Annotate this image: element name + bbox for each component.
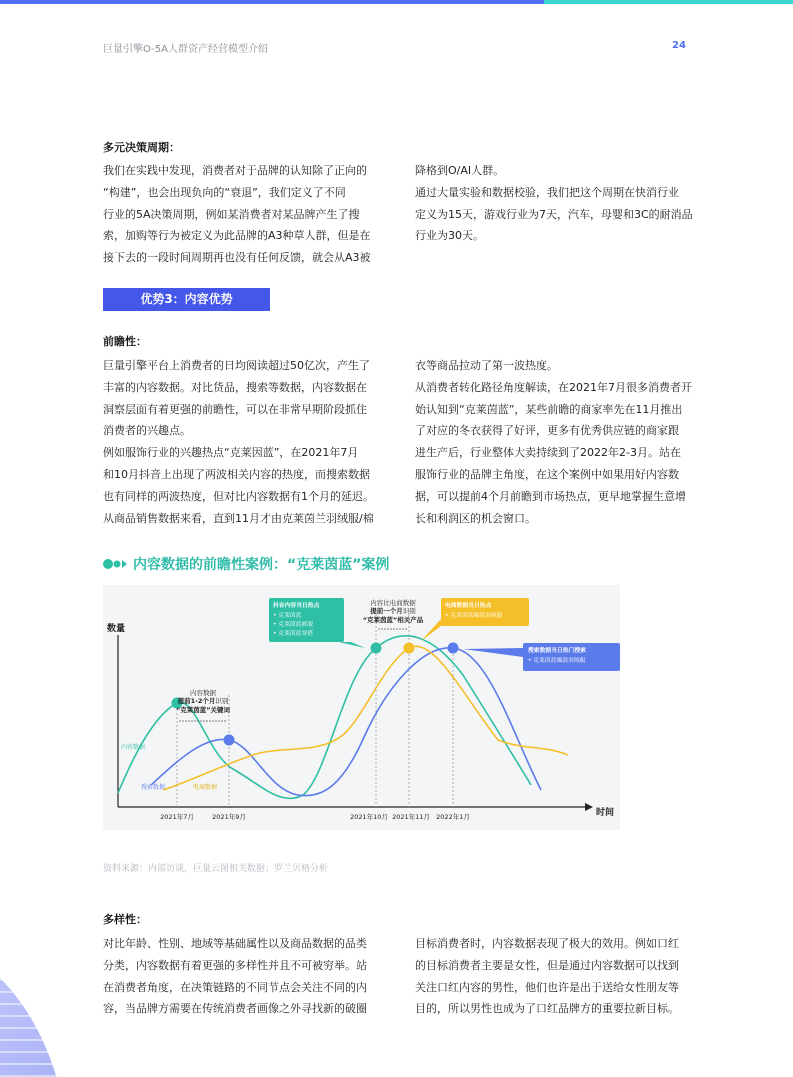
series-line-ecommerce <box>163 646 568 790</box>
x-tick-label: 2021年7月 <box>160 813 194 821</box>
x-tick-label: 2021年11月 <box>392 813 430 821</box>
chart-title-row <box>103 554 389 574</box>
advantage-banner: 优势3：内容优势 <box>103 288 270 311</box>
chart-panel <box>103 585 620 830</box>
series-line-content <box>118 636 531 799</box>
peak-marker-search-sep <box>224 735 235 746</box>
x-tick-label: 2021年10月 <box>350 813 388 821</box>
callout-search-item: • 克莱茵蓝爆款羽绒服 <box>528 658 586 664</box>
paragraph-line: 巨量引擎平台上消费者的日均阅读超过50亿次，产生了 <box>103 359 370 372</box>
peak-marker-content-oct <box>371 643 382 654</box>
callout-content-pointer <box>339 642 365 648</box>
series-label-ecommerce: 电商数据 <box>193 784 218 791</box>
annotation-top-rest: 识别 <box>402 607 416 615</box>
top-accent-bar <box>0 0 793 4</box>
paragraph-line: 降格到O/AI人群。 <box>415 164 505 177</box>
annotation-left-line1: 内容数据 <box>190 689 216 697</box>
callout-search-pointer <box>463 648 523 657</box>
callout-search-title: 搜索数据当日热门搜索 <box>528 648 586 654</box>
x-tick-label: 2022年1月 <box>436 813 470 821</box>
callout-content-item: • 克莱茵蓝 <box>273 613 302 619</box>
paragraph-line: 据，可以提前4个月前瞻到市场热点，更早地掌握生意增 <box>415 489 686 503</box>
diversity-left-column <box>103 933 367 1020</box>
paragraph-line: 关注口红内容的男性，他们也许是出于送给女性朋友等 <box>415 980 679 994</box>
peak-marker-search-jan <box>448 643 459 654</box>
paragraph-line: 的目标消费者主要是女性，但是通过内容数据可以找到 <box>415 958 679 972</box>
paragraph-line: 长和利润区的机会窗口。 <box>415 511 536 525</box>
callout-content-item: • 克莱茵蓝裤服 <box>273 622 314 628</box>
paragraph-line: 丰富的内容数据。对比货品，搜索等数据，内容数据在 <box>103 380 367 394</box>
trend-line-chart <box>103 585 620 830</box>
decision-cycle-right-column <box>415 160 693 247</box>
callout-content-item: • 克莱茵蓝穿搭 <box>273 631 314 637</box>
series-line-search <box>151 648 541 796</box>
annotation-top-bold: 提前一个月 <box>370 607 403 615</box>
y-axis-label: 数量 <box>107 624 126 634</box>
annotation-top-line1: 内容比电商数据 <box>370 599 416 607</box>
chart-title: 内容数据的前瞻性案例：“克莱茵蓝”案例 <box>133 557 390 573</box>
paragraph-line: 从商品销售数据来看，直到11月才由克莱茵兰羽绒服/棉 <box>103 511 374 525</box>
document-header-title: 巨量引擎O-5A人群资产经营模型介绍 <box>103 44 268 55</box>
paragraph-line: 目的，所以男性也成为了口红品牌方的重要拉新目标。 <box>415 1002 679 1016</box>
annotation-top-line2 <box>369 606 416 615</box>
series-label-content: 内容数据 <box>121 744 146 751</box>
paragraph-line: 在消费者角度，在决策链路的不同节点会关注不同的内 <box>103 980 367 994</box>
diversity-heading: 多样性： <box>103 913 147 926</box>
paragraph-line: 我们在实践中发现，消费者对于品牌的认知除了正向的 <box>103 164 367 177</box>
x-axis-arrow <box>585 803 593 811</box>
paragraph-line: 了对应的冬衣获得了好评，更多有优秀供应链的商家跟 <box>415 424 679 438</box>
paragraph-line: 衣等商品拉动了第一波热度。 <box>415 359 558 372</box>
callout-ecommerce-item: • 克莱茵蓝爆款羽绒服 <box>445 613 503 619</box>
decorative-wave-shape <box>0 920 90 1077</box>
paragraph-line: 也有同样的两波热度，但对比内容数据有1个月的延迟。 <box>103 489 374 503</box>
paragraph-line: 分类，内容数据有着更强的多样性并且不可被穷举。站 <box>103 958 367 972</box>
paragraph-line: 索，加购等行为被定义为此品牌的A3种草人群，但是在 <box>103 229 371 243</box>
paragraph-line: 例如服饰行业的兴趣热点“克莱因蓝”，在2021年7月 <box>103 446 359 460</box>
paragraph-line: 从消费者转化路径角度解读，在2021年7月很多消费者开 <box>415 380 692 394</box>
foresight-right-column <box>415 355 692 529</box>
decision-cycle-left-column <box>103 160 371 269</box>
callout-content-title: 抖音内容当日热点 <box>273 603 320 609</box>
foresight-heading: 前瞻性： <box>103 335 147 348</box>
paragraph-line: 进生产后，行业整体大卖持续到了2022年2-3月。站在 <box>415 446 681 460</box>
dots-arrow-icon <box>103 558 127 570</box>
paragraph-line: 对比年龄、性别、地域等基础属性以及商品数据的品类 <box>103 937 367 950</box>
decision-cycle-heading: 多元决策周期： <box>103 141 180 154</box>
paragraph-line: 容，当品牌方需要在传统消费者画像之外寻找新的破圈 <box>103 1002 367 1016</box>
paragraph-line: 行业的5A决策周期，例如某消费者对某品牌产生了搜 <box>103 207 360 221</box>
paragraph-line: 目标消费者时，内容数据表现了极大的效用。例如口红 <box>415 937 679 950</box>
paragraph-line: 通过大量实验和数据校验，我们把这个周期在快消行业 <box>415 185 679 199</box>
paragraph-line: 洞察层面有着更强的前瞻性，可以在非常早期阶段抓住 <box>103 402 367 416</box>
annotation-left-line2 <box>177 696 229 705</box>
peak-marker-ecommerce-nov <box>404 643 415 654</box>
series-label-search: 搜索数据 <box>141 784 166 791</box>
x-tick-label: 2021年9月 <box>212 813 246 821</box>
paragraph-line: 消费者的兴趣点。 <box>103 424 191 438</box>
top-accent-blue <box>0 0 544 4</box>
diversity-right-column <box>415 933 679 1020</box>
paragraph-line: 行业为30天。 <box>415 229 484 243</box>
paragraph-line: 服饰行业的品牌主角度，在这个案例中如果用好内容数 <box>415 467 679 481</box>
x-axis-label: 时间 <box>596 808 615 818</box>
callout-ecommerce-pointer <box>421 619 441 641</box>
page-number: 24 <box>672 40 686 51</box>
top-accent-cyan <box>544 0 793 4</box>
paragraph-line: 定义为15天，游戏行业为7天，汽车，母婴和3C的耐消品 <box>415 207 693 221</box>
callout-ecommerce-title: 电商数据当日热点 <box>445 603 492 609</box>
paragraph-line: 接下去的一段时间周期再也没有任何反馈，就会从A3被 <box>103 251 371 265</box>
paragraph-line: “构建”，也会出现负向的“衰退”，我们定义了不同 <box>103 185 346 199</box>
annotation-left-bold: 提前1-2个月 <box>177 697 216 705</box>
paragraph-line: 和10月抖音上出现了两波相关内容的热度，而搜索数据 <box>103 467 370 481</box>
source-note: 资料来源：内部访谈，巨量云图相关数据；罗兰贝格分析 <box>103 864 329 874</box>
annotation-left-line3: “克莱茵蓝”关键词 <box>175 706 231 714</box>
annotation-top-line3: “克莱茵蓝”相关产品 <box>362 616 424 624</box>
paragraph-line: 始认知到“克莱茵蓝”，某些前瞻的商家率先在11月推出 <box>415 402 683 416</box>
foresight-left-column <box>103 355 374 529</box>
annotation-left-rest: 识别 <box>215 697 229 705</box>
